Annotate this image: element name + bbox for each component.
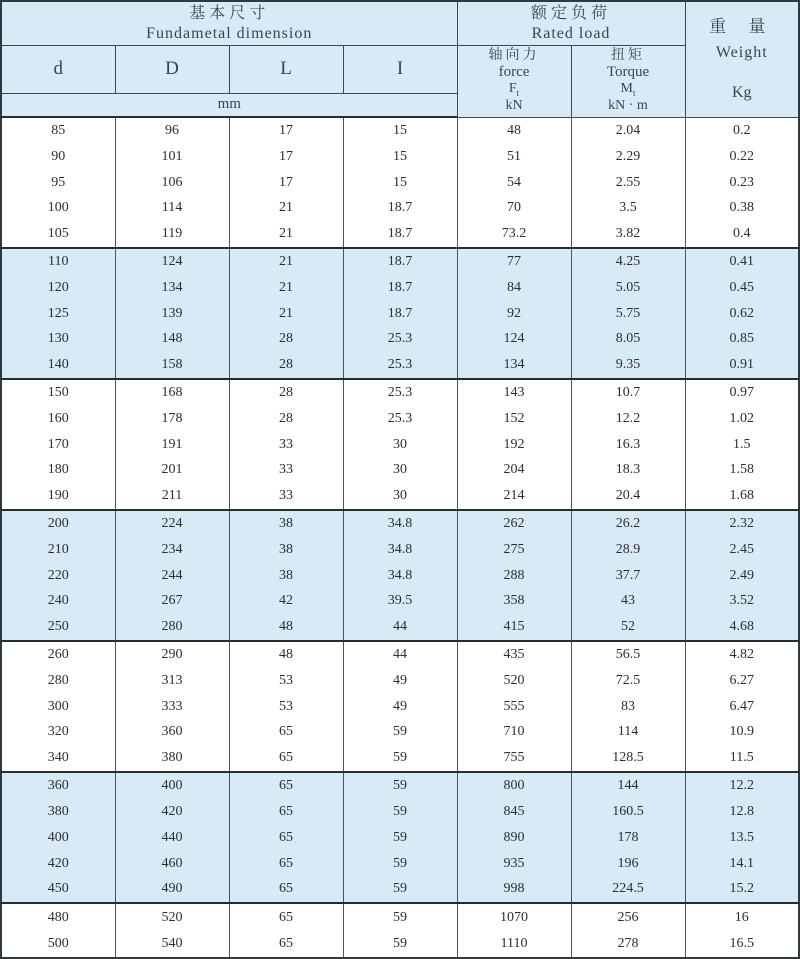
table-cell: 380: [1, 800, 115, 826]
table-row: [1, 720, 799, 746]
table-cell: 140: [1, 352, 115, 379]
table-cell: 0.62: [685, 301, 799, 327]
table-row: [1, 614, 799, 641]
table-row: [1, 248, 799, 275]
table-cell: 0.23: [685, 170, 799, 196]
table-row: [1, 851, 799, 877]
table-row: [1, 457, 799, 483]
table-row: [1, 694, 799, 720]
table-cell: 1.5: [685, 432, 799, 458]
table-header: [1, 1, 799, 117]
table-cell: 59: [343, 720, 457, 746]
table-cell: 244: [115, 563, 229, 589]
table-cell: 44: [343, 614, 457, 641]
table-cell: 224: [115, 510, 229, 537]
table-cell: 262: [457, 510, 571, 537]
table-body: [1, 117, 799, 958]
axial-force-unit: kN: [505, 98, 523, 114]
table-cell: 28.9: [571, 537, 685, 563]
table-cell: 21: [229, 301, 343, 327]
table-cell: 260: [1, 641, 115, 668]
table-cell: 18.7: [343, 248, 457, 275]
table-cell: 65: [229, 720, 343, 746]
table-cell: 2.32: [685, 510, 799, 537]
table-cell: 16.3: [571, 432, 685, 458]
table-cell: 400: [115, 772, 229, 799]
table-row: [1, 275, 799, 301]
table-cell: 92: [457, 301, 571, 327]
table-cell: 280: [115, 614, 229, 641]
table-cell: 190: [1, 483, 115, 510]
axial-force-en: force: [498, 63, 530, 80]
table-cell: 30: [343, 432, 457, 458]
table-cell: 214: [457, 483, 571, 510]
table-cell: 450: [1, 876, 115, 903]
table-cell: 340: [1, 745, 115, 772]
table-cell: 0.45: [685, 275, 799, 301]
table-cell: 77: [457, 248, 571, 275]
table-cell: 460: [115, 851, 229, 877]
table-cell: 21: [229, 275, 343, 301]
fundamental-dimension-en: Fundametal dimension: [146, 24, 313, 42]
table-cell: 33: [229, 457, 343, 483]
table-cell: 234: [115, 537, 229, 563]
table-cell: 435: [457, 641, 571, 668]
table-cell: 30: [343, 483, 457, 510]
table-cell: 300: [1, 694, 115, 720]
table-cell: 21: [229, 195, 343, 221]
table-cell: 16.5: [685, 931, 799, 958]
table-cell: 500: [1, 931, 115, 958]
table-cell: 100: [1, 195, 115, 221]
table-cell: 59: [343, 825, 457, 851]
table-cell: 3.82: [571, 221, 685, 248]
table-cell: 26.2: [571, 510, 685, 537]
table-cell: 0.85: [685, 326, 799, 352]
table-cell: 178: [115, 406, 229, 432]
table-cell: 360: [1, 772, 115, 799]
table-cell: 20.4: [571, 483, 685, 510]
table-cell: 201: [115, 457, 229, 483]
table-cell: 48: [229, 641, 343, 668]
table-cell: 0.4: [685, 221, 799, 248]
weight-zh: 重 量: [709, 17, 775, 37]
table-cell: 30: [343, 457, 457, 483]
table-cell: 144: [571, 772, 685, 799]
table-row: [1, 589, 799, 615]
table-cell: 33: [229, 432, 343, 458]
table-cell: 124: [457, 326, 571, 352]
table-cell: 73.2: [457, 221, 571, 248]
table-row: [1, 876, 799, 903]
table-cell: 90: [1, 144, 115, 170]
table-cell: 53: [229, 694, 343, 720]
table-cell: 240: [1, 589, 115, 615]
table-cell: 420: [1, 851, 115, 877]
table-cell: 101: [115, 144, 229, 170]
rated-load-zh: 额定负荷: [530, 4, 611, 22]
table-cell: 400: [1, 825, 115, 851]
table-cell: 420: [115, 800, 229, 826]
table-cell: 53: [229, 668, 343, 694]
table-cell: 6.47: [685, 694, 799, 720]
table-row: [1, 641, 799, 668]
table-cell: 84: [457, 275, 571, 301]
table-cell: 44: [343, 641, 457, 668]
table-cell: 59: [343, 903, 457, 930]
table-cell: 15: [343, 117, 457, 144]
table-cell: 12.2: [685, 772, 799, 799]
table-row: [1, 301, 799, 327]
header-col-L: L: [229, 45, 343, 93]
table-cell: 13.5: [685, 825, 799, 851]
table-cell: 28: [229, 379, 343, 406]
table-cell: 267: [115, 589, 229, 615]
table-cell: 204: [457, 457, 571, 483]
table-cell: 1070: [457, 903, 571, 930]
table-cell: 42: [229, 589, 343, 615]
header-mm-unit: mm: [1, 93, 457, 117]
axial-force-symbol: $F_t$: [508, 81, 520, 98]
table-cell: 59: [343, 772, 457, 799]
table-cell: 56.5: [571, 641, 685, 668]
table-cell: 96: [115, 117, 229, 144]
table-cell: 25.3: [343, 352, 457, 379]
header-group-row: [1, 1, 799, 45]
table-cell: 85: [1, 117, 115, 144]
table-cell: 10.7: [571, 379, 685, 406]
table-cell: 0.97: [685, 379, 799, 406]
table-cell: 65: [229, 876, 343, 903]
table-cell: 1.58: [685, 457, 799, 483]
table-cell: 360: [115, 720, 229, 746]
table-row: [1, 745, 799, 772]
table-cell: 43: [571, 589, 685, 615]
table-cell: 14.1: [685, 851, 799, 877]
table-row: [1, 510, 799, 537]
table-cell: 34.8: [343, 510, 457, 537]
table-cell: 34.8: [343, 563, 457, 589]
table-cell: 191: [115, 432, 229, 458]
table-cell: 2.49: [685, 563, 799, 589]
table-cell: 49: [343, 668, 457, 694]
table-row: [1, 825, 799, 851]
table-cell: 10.9: [685, 720, 799, 746]
header-torque: [571, 45, 685, 117]
table-cell: 48: [229, 614, 343, 641]
header-weight: [685, 1, 799, 117]
table-cell: 148: [115, 326, 229, 352]
table-cell: 54: [457, 170, 571, 196]
table-cell: 2.04: [571, 117, 685, 144]
header-col-d: d: [1, 45, 115, 93]
table-cell: 358: [457, 589, 571, 615]
table-cell: 70: [457, 195, 571, 221]
table-cell: 65: [229, 851, 343, 877]
header-symbol-row: [1, 45, 799, 93]
table-cell: 0.38: [685, 195, 799, 221]
table-cell: 440: [115, 825, 229, 851]
table-cell: 33: [229, 483, 343, 510]
table-cell: 0.2: [685, 117, 799, 144]
table-cell: 15: [343, 170, 457, 196]
table-cell: 15: [343, 144, 457, 170]
table-cell: 95: [1, 170, 115, 196]
table-cell: 4.68: [685, 614, 799, 641]
header-rated-load: [457, 1, 685, 45]
table-cell: 143: [457, 379, 571, 406]
table-cell: 998: [457, 876, 571, 903]
table-cell: 2.55: [571, 170, 685, 196]
table-cell: 25.3: [343, 326, 457, 352]
table-row: [1, 800, 799, 826]
table-row: [1, 772, 799, 799]
table-row: [1, 379, 799, 406]
table-cell: 65: [229, 772, 343, 799]
table-cell: 200: [1, 510, 115, 537]
table-cell: 48: [457, 117, 571, 144]
table-cell: 250: [1, 614, 115, 641]
table-cell: 192: [457, 432, 571, 458]
table-cell: 5.05: [571, 275, 685, 301]
table-cell: 2.45: [685, 537, 799, 563]
table-row: [1, 170, 799, 196]
header-col-I: I: [343, 45, 457, 93]
table-row: [1, 668, 799, 694]
table-cell: 0.22: [685, 144, 799, 170]
table-cell: 8.05: [571, 326, 685, 352]
table-cell: 415: [457, 614, 571, 641]
table-row: [1, 144, 799, 170]
table-row: [1, 537, 799, 563]
table-cell: 51: [457, 144, 571, 170]
table-cell: 158: [115, 352, 229, 379]
table-cell: 18.7: [343, 275, 457, 301]
table-cell: 59: [343, 800, 457, 826]
table-cell: 313: [115, 668, 229, 694]
table-cell: 520: [115, 903, 229, 930]
table-row: [1, 483, 799, 510]
table-cell: 12.8: [685, 800, 799, 826]
table-cell: 0.91: [685, 352, 799, 379]
table-cell: 25.3: [343, 406, 457, 432]
table-cell: 65: [229, 825, 343, 851]
table-row: [1, 117, 799, 144]
table-cell: 17: [229, 117, 343, 144]
table-cell: 490: [115, 876, 229, 903]
table-cell: 16: [685, 903, 799, 930]
table-cell: 18.7: [343, 221, 457, 248]
table-cell: 18.7: [343, 301, 457, 327]
table-cell: 17: [229, 144, 343, 170]
table-cell: 555: [457, 694, 571, 720]
table-cell: 755: [457, 745, 571, 772]
axial-force-zh: 轴向力: [488, 47, 540, 63]
table-cell: 170: [1, 432, 115, 458]
table-cell: 17: [229, 170, 343, 196]
table-cell: 52: [571, 614, 685, 641]
table-cell: 83: [571, 694, 685, 720]
table-cell: 4.82: [685, 641, 799, 668]
table-cell: 59: [343, 876, 457, 903]
table-row: [1, 221, 799, 248]
table-row: [1, 406, 799, 432]
table-row: [1, 563, 799, 589]
table-cell: 280: [1, 668, 115, 694]
table-cell: 28: [229, 326, 343, 352]
table-cell: 12.2: [571, 406, 685, 432]
torque-zh: 扭矩: [611, 47, 645, 63]
table-cell: 1.02: [685, 406, 799, 432]
table-cell: 18.3: [571, 457, 685, 483]
table-cell: 5.75: [571, 301, 685, 327]
table-cell: 134: [115, 275, 229, 301]
table-cell: 178: [571, 825, 685, 851]
table-cell: 120: [1, 275, 115, 301]
table-cell: 288: [457, 563, 571, 589]
table-cell: 28: [229, 406, 343, 432]
table-cell: 59: [343, 851, 457, 877]
table-cell: 21: [229, 248, 343, 275]
table-cell: 196: [571, 851, 685, 877]
table-cell: 935: [457, 851, 571, 877]
table-row: [1, 352, 799, 379]
table-cell: 210: [1, 537, 115, 563]
table-cell: 25.3: [343, 379, 457, 406]
torque-unit: kN · m: [608, 98, 648, 114]
table-cell: 125: [1, 301, 115, 327]
table-cell: 124: [115, 248, 229, 275]
table-cell: 1.68: [685, 483, 799, 510]
table-cell: 11.5: [685, 745, 799, 772]
table-cell: 21: [229, 221, 343, 248]
table-cell: 49: [343, 694, 457, 720]
table-cell: 105: [1, 221, 115, 248]
table-cell: 37.7: [571, 563, 685, 589]
header-fundamental-dimension: [1, 1, 457, 45]
table-cell: 290: [115, 641, 229, 668]
table-cell: 38: [229, 510, 343, 537]
header-col-D: D: [115, 45, 229, 93]
table-cell: 3.52: [685, 589, 799, 615]
table-cell: 15.2: [685, 876, 799, 903]
table-cell: 38: [229, 537, 343, 563]
torque-en: Torque: [606, 63, 650, 80]
table-cell: 128.5: [571, 745, 685, 772]
table-cell: 520: [457, 668, 571, 694]
table-row: [1, 931, 799, 958]
table-cell: 275: [457, 537, 571, 563]
weight-en: Weight: [715, 44, 768, 62]
table-cell: 6.27: [685, 668, 799, 694]
weight-unit: Kg: [731, 84, 752, 102]
table-cell: 139: [115, 301, 229, 327]
table-cell: 180: [1, 457, 115, 483]
table-cell: 28: [229, 352, 343, 379]
table-cell: 0.41: [685, 248, 799, 275]
table-cell: 9.35: [571, 352, 685, 379]
table-cell: 160: [1, 406, 115, 432]
table-cell: 39.5: [343, 589, 457, 615]
table-cell: 59: [343, 745, 457, 772]
table-cell: 65: [229, 931, 343, 958]
table-cell: 890: [457, 825, 571, 851]
table-cell: 333: [115, 694, 229, 720]
table-cell: 278: [571, 931, 685, 958]
table-cell: 224.5: [571, 876, 685, 903]
table-cell: 710: [457, 720, 571, 746]
rated-load-en: Rated load: [531, 24, 611, 42]
table-cell: 1110: [457, 931, 571, 958]
table-cell: 152: [457, 406, 571, 432]
fundamental-dimension-zh: 基本尺寸: [189, 4, 270, 22]
table-cell: 65: [229, 800, 343, 826]
table-cell: 320: [1, 720, 115, 746]
table-cell: 845: [457, 800, 571, 826]
table-cell: 114: [115, 195, 229, 221]
table-cell: 114: [571, 720, 685, 746]
table-cell: 2.29: [571, 144, 685, 170]
table-cell: 119: [115, 221, 229, 248]
table-cell: 150: [1, 379, 115, 406]
table-cell: 38: [229, 563, 343, 589]
table-cell: 18.7: [343, 195, 457, 221]
table-cell: 110: [1, 248, 115, 275]
table-cell: 72.5: [571, 668, 685, 694]
table-cell: 220: [1, 563, 115, 589]
table-cell: 59: [343, 931, 457, 958]
table-cell: 800: [457, 772, 571, 799]
table-cell: 540: [115, 931, 229, 958]
table-cell: 211: [115, 483, 229, 510]
table-row: [1, 195, 799, 221]
table-cell: 480: [1, 903, 115, 930]
torque-symbol: $M_t$: [620, 81, 636, 98]
table-cell: 130: [1, 326, 115, 352]
table-row: [1, 903, 799, 930]
table-cell: 380: [115, 745, 229, 772]
table-cell: 106: [115, 170, 229, 196]
table-cell: 168: [115, 379, 229, 406]
table-cell: 65: [229, 903, 343, 930]
table-cell: 65: [229, 745, 343, 772]
table-cell: 34.8: [343, 537, 457, 563]
table-cell: 160.5: [571, 800, 685, 826]
table-row: [1, 432, 799, 458]
table-cell: 134: [457, 352, 571, 379]
table-cell: 256: [571, 903, 685, 930]
header-axial-force: [457, 45, 571, 117]
table-cell: 3.5: [571, 195, 685, 221]
table-cell: 4.25: [571, 248, 685, 275]
table-row: [1, 326, 799, 352]
